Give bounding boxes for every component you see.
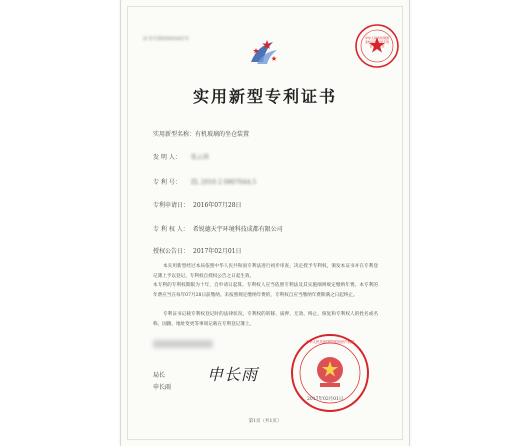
field-value: 2017年02月01日 bbox=[193, 248, 242, 255]
field-utility-model-name bbox=[153, 129, 249, 138]
field-value: 2016年07月28日 bbox=[193, 202, 242, 209]
paragraph-text: 本专利的专利权期限为十年，自申请日起算。专利权人应当依照专利法及其实施细则规定缴纳年费。本专利的年费应当在每年07月28日前缴纳。未按照规定缴纳年费的，专利权自应当缴纳年费期满之日起终止。 bbox=[153, 283, 378, 298]
page-footer: 第1页（共1页） bbox=[248, 419, 282, 424]
field-patentee bbox=[153, 224, 283, 233]
field-patent-number bbox=[153, 177, 256, 186]
field-value: 有机玻璃的坐仓装置 bbox=[195, 131, 250, 138]
field-inventor bbox=[153, 152, 209, 161]
field-grant-date bbox=[153, 246, 242, 255]
top-right-seal-text: 中华人民共和国国家知识产权局专利业务专用章 bbox=[365, 36, 390, 48]
blurred-note bbox=[153, 340, 213, 348]
field-value: 张云洪 bbox=[190, 154, 209, 161]
patent-certificate bbox=[120, 0, 410, 446]
paragraph-text: 本实用新型经过本局依照中华人民共和国专利法进行初步审查，决定授予专利权，颁发本证书并在专利登记簿上予以登记。专利权自授权公告之日起生效。 bbox=[153, 264, 378, 279]
field-value: ZL 2016 2 0807044.5 bbox=[190, 179, 257, 186]
paragraph-text: 专利证书记载专利权登记时的法律状况。专利权的转移、质押、无效、终止、恢复和专利权人的姓名或名称、国籍、地址变更等事项记载在专利登记簿上。 bbox=[153, 312, 378, 327]
field-label: 实用新型名称： bbox=[153, 131, 196, 138]
bottom-seal-text: 中华人民共和国国家知识产权局 bbox=[305, 340, 355, 344]
field-value: 希锐德天宇环境科技成都有限公司 bbox=[192, 226, 283, 233]
handwritten-signature: 申长雨 bbox=[207, 365, 259, 384]
certificate-paragraph-1 bbox=[153, 262, 378, 300]
patent-office-emblem-icon bbox=[247, 36, 281, 70]
field-label: 专 利 号： bbox=[153, 179, 181, 186]
field-label: 授权公告日： bbox=[153, 248, 190, 255]
field-application-date bbox=[153, 200, 242, 209]
certificate-number-label: 证书号第 bbox=[143, 37, 163, 42]
signature-title-line2: 申长雨 bbox=[153, 384, 172, 391]
certificate-number-value: 6086445号 bbox=[162, 37, 190, 42]
field-label: 发 明 人： bbox=[153, 154, 181, 161]
certificate-paragraph-3 bbox=[153, 310, 378, 329]
field-label: 专 利 权 人： bbox=[153, 226, 189, 233]
certificate-number bbox=[143, 36, 189, 42]
field-label: 专利申请日： bbox=[153, 202, 190, 209]
certificate-title: 实用新型专利证书 bbox=[192, 87, 337, 106]
signature-title-line1: 局长 bbox=[153, 372, 166, 379]
bottom-seal-date: 2017年02月01日 bbox=[307, 397, 344, 402]
